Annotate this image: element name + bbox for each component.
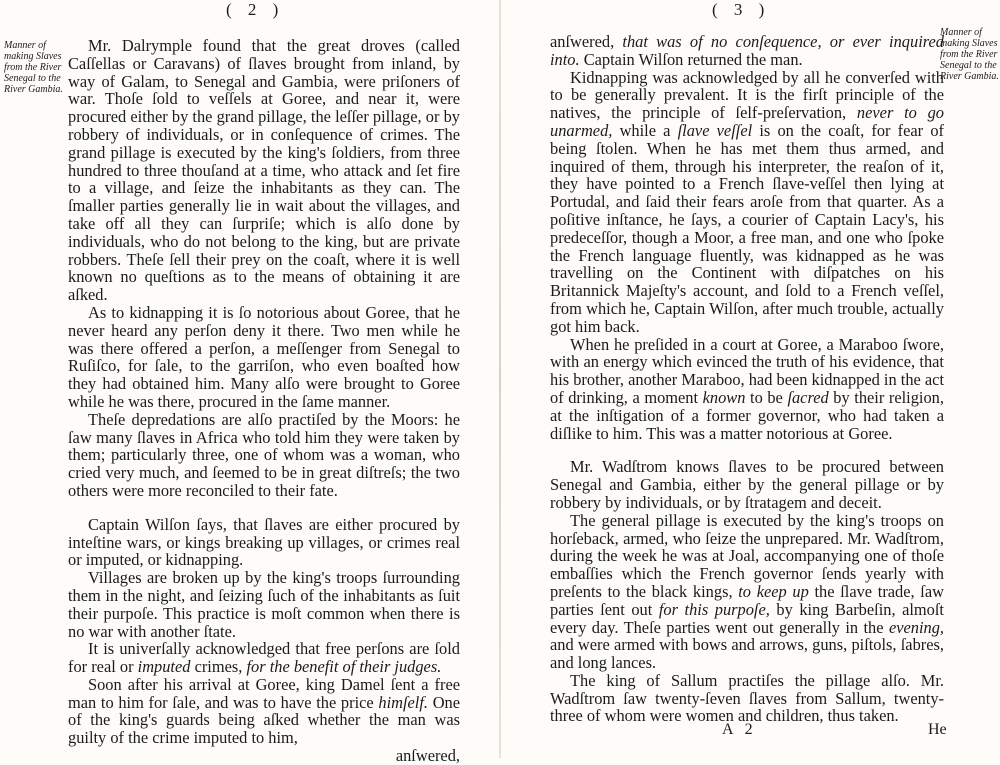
page-number-right: ( 3 ) bbox=[712, 0, 771, 19]
text-run: It is univerſally acknowledged that free perſons are ſold for real or bbox=[68, 639, 460, 677]
paragraph bbox=[550, 336, 944, 443]
italic-run: imputed bbox=[137, 657, 191, 677]
paragraph bbox=[550, 69, 944, 336]
text-run: The general pillage is executed by the king's troops on horſeback, armed, who ſeize the unprepared. Mr. Wadſtrom, during the week he was at Joal, accompanying one of thoſe embaſſies which the French governor ſends yearly with preſents to the black kings, bbox=[550, 510, 944, 601]
signature-mark: A 2 bbox=[722, 721, 757, 738]
italic-run: evening, bbox=[888, 617, 944, 637]
paragraph bbox=[550, 512, 944, 672]
paragraph: The king of Sallum practiſes the pillage alſo. Mr. Wadſtrom ſaw twenty-ſeven ſlaves from Sallum, twenty-three of whom were women and children, thus taken. bbox=[550, 670, 944, 726]
paragraph: As to kidnapping it is ſo notorious about Goree, that he never heard any perſon deny it there. Two men while he was there offered a perſon, a meſſenger from Senegal to Ruſiſco, for ſale, to the garriſon, who even boaſted how they had obtained him. Many alſo were brought to Goree while he was there, procured in the ſame manner. bbox=[68, 302, 460, 411]
catchword: He bbox=[928, 721, 947, 738]
text-run: Soon after his arrival at Goree, king Damel ſent a free man to him for ſale, and was to have the price bbox=[68, 674, 460, 712]
paragraph bbox=[68, 676, 460, 747]
margin-note-right: Manner of making Slaves from the River Senegal to the River Gambia. bbox=[940, 27, 999, 82]
left-body-text bbox=[68, 37, 460, 765]
paragraph: Mr. Wadſtrom knows ſlaves to be procured between Senegal and Gambia, either by the general pillage or by robbery by individuals, or by ſtratagem and deceit. bbox=[550, 457, 944, 512]
italic-run: known bbox=[702, 387, 746, 407]
italic-run: that was of no conſequence, or ever inquired into. bbox=[550, 32, 944, 69]
text-run: and were armed with bows and arrows, guns, piſtols, ſabres, and long lances. bbox=[550, 635, 944, 673]
paragraph: Mr. Dalrymple found that the great droves (called Caſſellas or Caravans) of ſlaves brought from inland, by way of Galam, to Senegal and Gambia, were priſoners of war. Thoſe ſold to veſſels at Goree, and near it, were procured either by the grand pillage, the leſſer pillage, or by robbery of individuals, or in conſequence of crimes. The grand pillage is executed by the king's ſoldiers, from three hundred to three thouſand at a time, who attack and ſet fire to a village, and ſeize the inhabitants as they can. The ſmaller parties generally lie in wait about the villages, and take off all they can ſurpriſe; which is alſo done by individuals, who do not belong to the king, but are private robbers. Theſe ſell their prey on the coaſt, where it is well known no queſtions as to the means of obtaining it are aſked. bbox=[68, 36, 460, 305]
italic-run: never to go unarmed, bbox=[550, 103, 945, 140]
italic-run: to keep up bbox=[738, 581, 809, 601]
italic-run: ſlave veſſel bbox=[677, 120, 753, 140]
paragraph: Captain Wilſon ſays, that ſlaves are either procured by inteſtine wars, or kings breaking up villages, or crimes real or imputed, or kidnapping. bbox=[68, 514, 460, 570]
text-run: When he preſided in a court at Goree, a Maraboo ſwore, with an energy which evinced the truth of his evidence, that his brother, another Maraboo, had been kidnapped in the act of drinking, a moment bbox=[550, 334, 944, 407]
italic-run: ſacred bbox=[787, 387, 829, 407]
text-run: is on the coaſt, for fear of being ſtolen. When he has met them thus armed, and inquired of them, through his interpreter, the reaſon of it, they have pointed to a French ſlave-veſſel then lying at Portudal, and ſaid their fears aroſe from that quarter. As a poſitive inſtance, he ſays, a courier of Captain Lacy's, his predeceſſor, though a Moor, a free man, and one who ſpoke the French language fluently, was kidnapped as he was travelling on the Continent with diſpatches on his Britannick Majeſty's account, and ſold to a French veſſel, from which he, Captain Wilſon, after much trouble, actually got him back. bbox=[550, 120, 944, 336]
right-body-text bbox=[550, 33, 944, 725]
paragraph: Theſe depredations are alſo practiſed by the Moors: he ſaw many ſlaves in Africa who told him they were taken by them; particularly three, one of whom was a woman, who cried very much, and ſeemed to be in great diſtreſs; the two others were more reconciled to their fate. bbox=[68, 409, 460, 500]
paragraph: Villages are broken up by the king's troops ſurrounding them in the night, and ſeizing ſuch of the inhabitants as ſuit their purpoſe. This practice is moſt common when there is no war with another ſtate. bbox=[68, 568, 460, 641]
italic-run: himſelf. bbox=[378, 692, 429, 712]
page-number-left: ( 2 ) bbox=[226, 0, 285, 19]
text-run: to be bbox=[750, 387, 783, 407]
text-run: Captain Wilſon returned the man. bbox=[583, 49, 803, 69]
italic-run: for the benefit of their judges. bbox=[246, 657, 442, 677]
text-run: by king Barbeſin, almoſt every day. Theſe parties went out generally in the bbox=[550, 599, 944, 637]
paragraph bbox=[550, 33, 944, 69]
text-run: One of the king's guards being aſked whether the man was guilty of the crime imputed to him, bbox=[68, 692, 461, 748]
text-run: Kidnapping was acknowledged by all he converſed with to be generally prevalent. It is the firſt principle of the natives, the principle of ſelf-preſervation, bbox=[550, 67, 944, 123]
text-run: the ſlave trade, ſaw parties ſent out bbox=[550, 581, 944, 619]
italic-run: for this purpoſe, bbox=[658, 599, 770, 619]
margin-note-left: Manner of making Slaves from the River Senegal to the River Gambia. bbox=[4, 40, 63, 95]
text-run: crimes, bbox=[194, 657, 243, 677]
text-run: while a bbox=[619, 120, 671, 140]
paragraph bbox=[68, 640, 460, 676]
text-run: by their religion, at the inſtigation of a former governor, who had taken a diſlike to him. This was a matter notorious at Goree. bbox=[550, 387, 944, 443]
text-run: anſwered, bbox=[550, 32, 615, 51]
catchword-line: anſwered, bbox=[395, 746, 460, 765]
right-page bbox=[500, 0, 1000, 758]
